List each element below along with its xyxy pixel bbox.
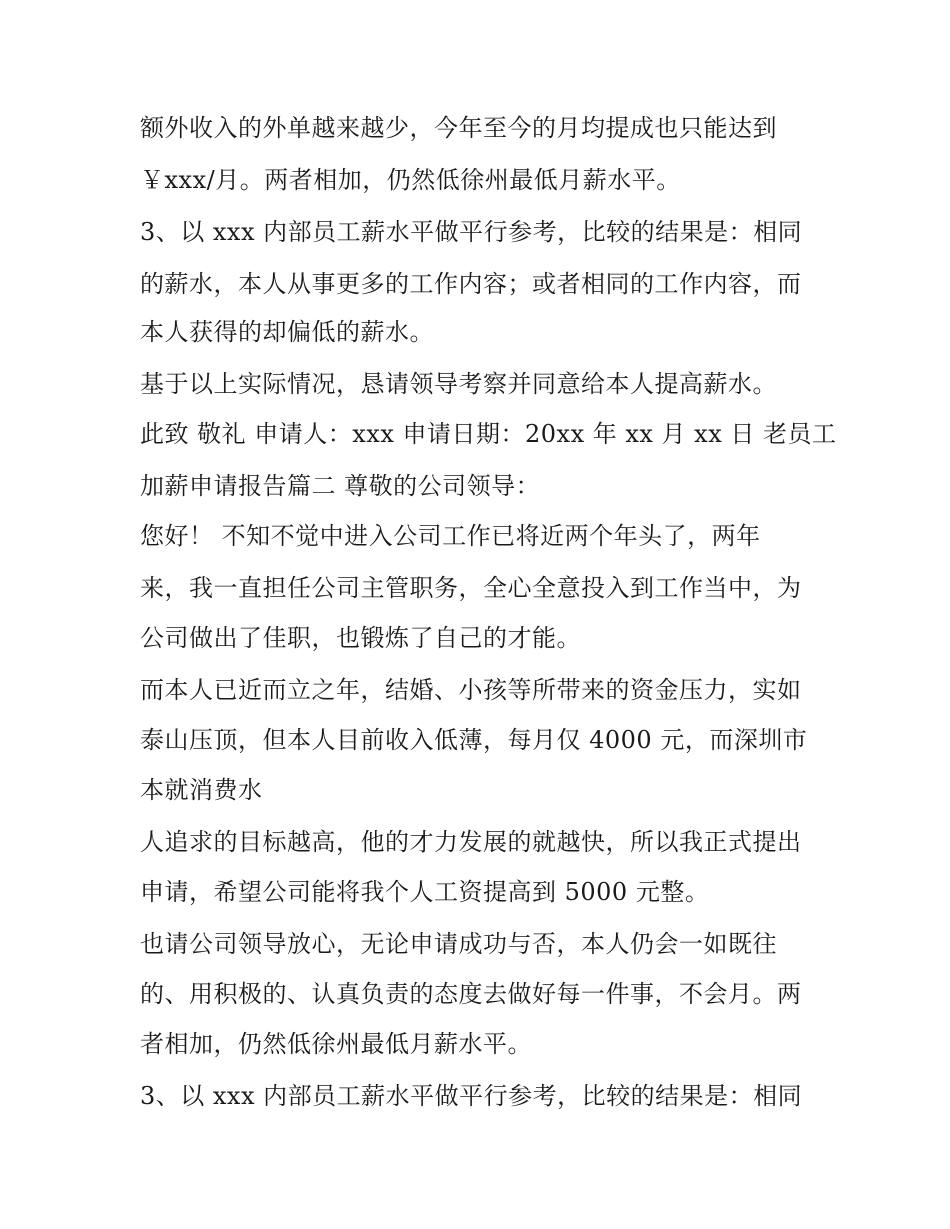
text-line: 申请，希望公司能将我个人工资提高到 5000 元整。 (140, 878, 710, 906)
text-line: 来，我一直担任公司主管职务，全心全意投入到工作当中，为 (140, 574, 802, 602)
text-line: 本人获得的却偏低的薪水。 (140, 318, 434, 346)
text-line: 也请公司领导放心，无论申请成功与否，本人仍会一如既往 (140, 930, 777, 958)
text-line: 者相加，仍然低徐州最低月薪水平。 (140, 1030, 532, 1058)
text-line: 加薪申请报告篇二 尊敬的公司领导： (140, 472, 541, 500)
text-line: 额外收入的外单越来越少，今年至今的月均提成也只能达到 (140, 114, 777, 142)
text-line: 3、以 xxx 内部员工薪水平做平行参考，比较的结果是：相同 (140, 218, 803, 246)
text-line: 人追求的目标越高，他的才力发展的就越快，所以我正式提出 (140, 828, 802, 856)
text-line: 此致 敬礼 申请人：xxx 申请日期：20xx 年 xx 月 xx 日 老员工 (140, 420, 837, 448)
text-line: 公司做出了佳职，也锻炼了自己的才能。 (140, 624, 581, 652)
text-line: 您好！ 不知不觉中进入公司工作已将近两个年头了，两年 (140, 522, 761, 550)
text-line: 泰山压顶，但本人目前收入低薄，每月仅 4000 元，而深圳市 (140, 726, 808, 754)
text-line: 的薪水，本人从事更多的工作内容；或者相同的工作内容，而 (140, 270, 802, 298)
text-line: 3、以 xxx 内部员工薪水平做平行参考，比较的结果是：相同 (140, 1082, 803, 1110)
text-line: ￥xxx/月。两者相加，仍然低徐州最低月薪水平。 (140, 166, 681, 194)
text-line: 本就消费水 (140, 776, 263, 804)
text-line: 基于以上实际情况，恳请领导考察并同意给本人提高薪水。 (140, 370, 777, 398)
text-line: 的、用积极的、认真负责的态度去做好每一件事，不会月。两 (140, 980, 802, 1008)
text-line: 而本人已近而立之年，结婚、小孩等所带来的资金压力，实如 (140, 676, 802, 704)
